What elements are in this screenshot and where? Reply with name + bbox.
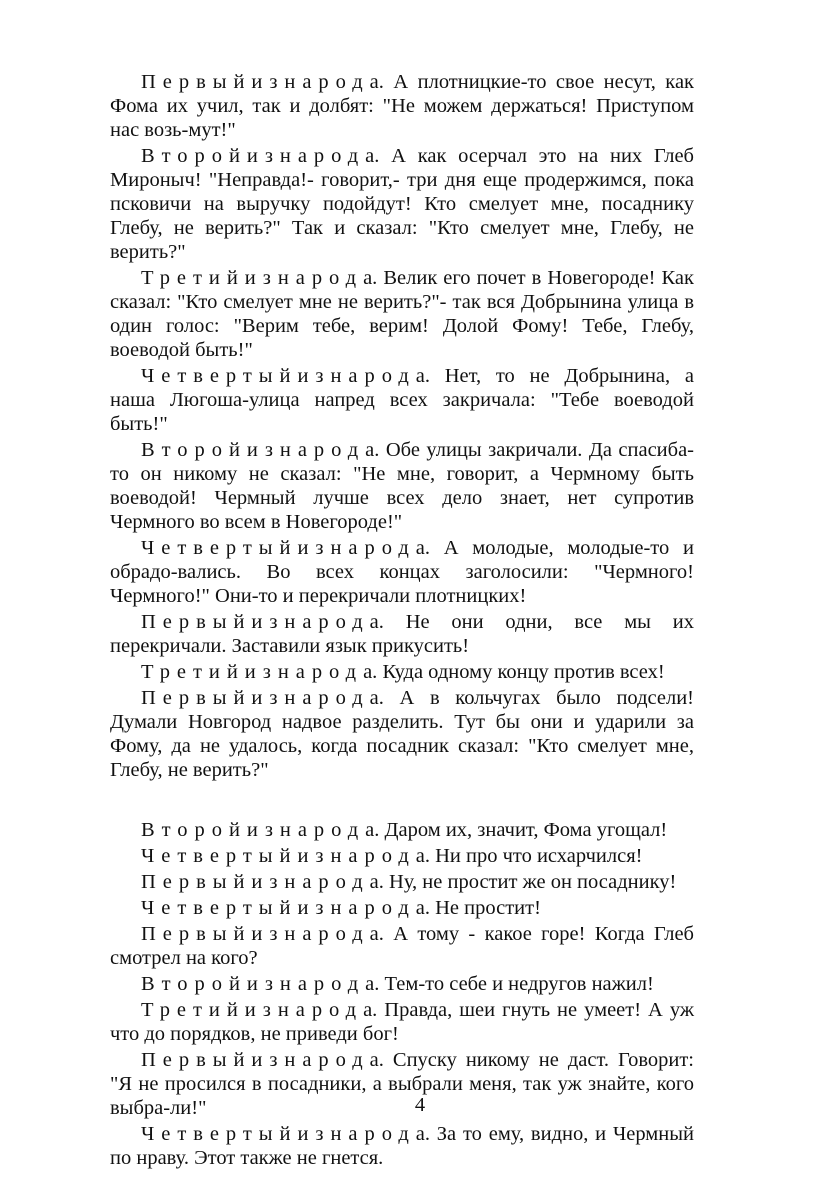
dialogue-line [110,70,694,142]
speaker-name: Четвертыйизнарод [141,897,416,919]
speaker-name-end: а. [415,1123,430,1145]
dialogue-text: За то ему, видно, и Чермный по нраву. Этот также не гнется. [110,1123,694,1169]
speaker-name-end: а. [415,365,430,387]
speaker-name: Первыйизнарод [141,71,370,93]
dialogue-line [110,536,694,608]
dialogue-text: А плотницкие-то свое несут, как Фома их учил, так и долбят: "Не можем держаться! Приступом нас возь-мут!" [110,71,694,141]
dialogue-text: Спуску никому не даст. Говорит: "Я не просился в посадники, а выбрали меня, так уж знайте, кого выбра-ли!" [110,1049,694,1119]
document-page [110,70,694,1172]
speaker-name-end: а. [369,923,384,945]
dialogue-line [110,896,694,920]
dialogue-text: Даром их, значит, Фома угощал! [379,819,668,841]
speaker-name-end: а. [369,1049,384,1071]
dialogue-text: А в кольчугах было подсели! Думали Новгород надвое разделить. Тут бы они и ударили за Фому, да не удалось, когда посадник сказал: "Кто смелует мне, Глебу, не верить?" [110,687,694,781]
speaker-name-end: а. [369,871,384,893]
dialogue-line [110,660,694,684]
dialogue-line [110,266,694,362]
speaker-name: Первыйизнарод [141,1049,370,1071]
dialogue-text: Не они одни, все мы их перекричали. Заставили язык прикусить! [110,611,694,657]
speaker-name: Первыйизнарод [141,687,370,709]
dialogue-line [110,870,694,894]
speaker-name-end: а. [415,897,430,919]
dialogue-line [110,438,694,534]
dialogue-text: Нет, то не Добрынина, а наша Люгоша-улица напред всех закричала: "Тебе воеводой быть!" [110,365,694,435]
speaker-name: Первыйизнарод [141,871,370,893]
dialogue-line [110,686,694,782]
speaker-name: Первыйизнарод [141,923,370,945]
speaker-name-end: а. [415,537,430,559]
dialogue-line [110,610,694,658]
dialogue-text: Куда одному концу против всех! [377,661,665,683]
speaker-name-end: а. [365,439,380,461]
speaker-name-end: а. [369,71,384,93]
speaker-name-end: а. [369,687,384,709]
dialogue-line [110,818,694,842]
speaker-name: Четвертыйизнарод [141,365,416,387]
dialogue-text: Ну, не простит же он посаднику! [383,871,677,893]
dialogue-text: А тому - какое горе! Когда Глеб смотрел на кого? [110,923,694,969]
dialogue-text: Не простит! [429,897,541,919]
dialogue-text: А молодые, молодые-то и обрадо-вались. Во всех концах заголосили: "Чермного! Чермного!" Они-то и перекричали плотницких! [110,537,694,607]
dialogue-line [110,972,694,996]
dialogue-text: Ни про что исхарчился! [429,845,643,867]
speaker-name-end: а. [363,661,378,683]
speaker-name: Первыйизнарод [141,611,370,633]
speaker-name-end: а. [415,845,430,867]
speaker-name-end: а. [365,145,380,167]
dialogue-text: А как осерчал это на них Глеб Мироныч! "Неправда!- говорит,- три дня еще продержимся, пока псковичи на выручку подойдут! Кто смелует мне, посаднику Глебу, не верить?" Так и сказал: "Кто смелует мне, Глебу, не верить?" [110,145,694,263]
speaker-name-end: а. [369,611,384,633]
dialogue-text: Обе улицы закричали. Да спасиба-то он никому не сказал: "Не мне, говорит, а Чермному быть воеводой! Чермный лучше всех дело знает, нет супротив Чермного во всем в Новегороде!" [110,439,694,533]
speaker-name: Второйизнарод [141,439,366,461]
speaker-name: Четвертыйизнарод [141,1123,416,1145]
dialogue-line [110,144,694,264]
dialogue-line [110,1122,694,1170]
speaker-name: Второйизнарод [141,145,366,167]
dialogue-text: Тем-то себе и недругов нажил! [379,973,654,995]
dialogue-line [110,364,694,436]
speaker-name: Третийизнарод [141,267,364,289]
speaker-name: Второйизнарод [141,819,366,841]
speaker-name: Четвертыйизнарод [141,845,416,867]
speaker-name: Второйизнарод [141,973,366,995]
page-number: 4 [414,1094,426,1116]
speaker-name: Третийизнарод [141,661,364,683]
dialogue-line [110,922,694,970]
dialogue-line [110,844,694,868]
dialogue-text: Велик его почет в Новегороде! Как сказал: "Кто смелует мне не верить?"- так вся Добрынина улица в один голос: "Верим тебе, верим! Долой Фому! Тебе, Глебу, воеводой быть!" [110,267,694,361]
speaker-name: Четвертыйизнарод [141,537,416,559]
dialogue-text: Правда, шеи гнуть не умеет! А уж что до порядков, не приведи бог! [110,999,694,1045]
speaker-name-end: а. [365,973,380,995]
speaker-name-end: а. [365,819,380,841]
speaker-name: Третийизнарод [141,999,364,1021]
dialogue-line [110,998,694,1046]
speaker-name-end: а. [363,999,378,1021]
speaker-name-end: а. [363,267,378,289]
